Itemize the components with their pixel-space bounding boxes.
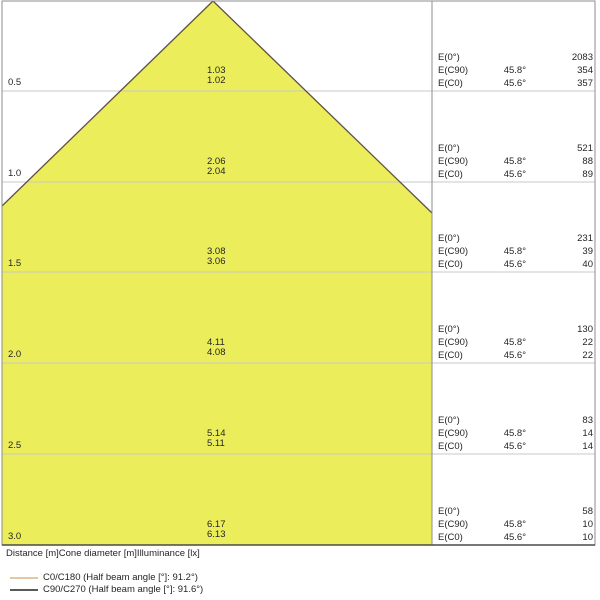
distance-label-2-5: 2.5 xyxy=(8,440,22,451)
table-row xyxy=(433,531,593,544)
table-row xyxy=(433,336,593,349)
illuminance-label: E(C90) xyxy=(438,65,469,76)
table-row xyxy=(433,440,593,453)
beam-angle-value: 45.8° xyxy=(503,519,526,530)
illuminance-value: 40 xyxy=(582,259,593,270)
illuminance-label: E(C0) xyxy=(438,169,463,180)
illuminance-value: 357 xyxy=(577,78,593,89)
legend-item-c0-c180 xyxy=(10,572,198,584)
cone-diameter-c0: 2.04 xyxy=(207,166,226,177)
illuminance-label: E(C0) xyxy=(438,78,463,89)
table-row xyxy=(433,427,593,440)
illuminance-label: E(C0) xyxy=(438,532,463,543)
legend-line-c0-c180-swatch xyxy=(10,577,38,579)
cone-diameter-c0: 5.11 xyxy=(207,438,225,449)
illuminance-block-0-5m xyxy=(433,51,593,90)
beam-angle-value: 45.8° xyxy=(503,65,526,76)
distance-label-3-0: 3.0 xyxy=(8,531,22,542)
beam-angle-value: 45.8° xyxy=(503,337,526,348)
table-row xyxy=(433,168,593,181)
illuminance-value: 22 xyxy=(582,337,593,348)
illuminance-value: 83 xyxy=(582,415,593,426)
illuminance-label: E(C90) xyxy=(438,428,469,439)
illuminance-label: E(0°) xyxy=(438,324,460,335)
illuminance-block-1-0m xyxy=(433,142,593,181)
illuminance-block-3-0m xyxy=(433,505,593,544)
illuminance-label: E(0°) xyxy=(438,506,460,517)
distance-label-1-0: 1.0 xyxy=(8,168,22,179)
axes-caption: Distance [m]Cone diameter [m]Illuminance [lx] xyxy=(6,548,200,559)
illuminance-value: 89 xyxy=(582,169,593,180)
distance-label-0-5: 0.5 xyxy=(8,77,22,88)
illuminance-value: 10 xyxy=(582,532,593,543)
cone-diameter-pair-2-5m xyxy=(207,429,226,449)
cone-diameter-c90: 2.06 xyxy=(207,156,226,167)
illuminance-label: E(C0) xyxy=(438,259,463,270)
table-row xyxy=(433,414,593,427)
table-row xyxy=(433,155,593,168)
cone-diameter-c90: 3.08 xyxy=(207,246,226,257)
cone-diameter-c90: 4.11 xyxy=(207,337,225,348)
cone-diameter-pair-1-5m xyxy=(207,247,226,267)
illuminance-value: 130 xyxy=(577,324,593,335)
illuminance-value: 14 xyxy=(582,428,593,439)
illuminance-value: 10 xyxy=(582,519,593,530)
table-row xyxy=(433,349,593,362)
illuminance-label: E(0°) xyxy=(438,415,460,426)
illuminance-value: 231 xyxy=(577,233,593,244)
table-row xyxy=(433,505,593,518)
table-row xyxy=(433,258,593,271)
legend-line-c90-c270-swatch xyxy=(10,589,38,591)
illuminance-label: E(0°) xyxy=(438,233,460,244)
illuminance-label: E(0°) xyxy=(438,143,460,154)
table-row xyxy=(433,232,593,245)
illuminance-value: 22 xyxy=(582,350,593,361)
distance-label-2-0: 2.0 xyxy=(8,349,22,360)
illuminance-label: E(C0) xyxy=(438,441,463,452)
table-row xyxy=(433,142,593,155)
table-row xyxy=(433,518,593,531)
illuminance-label: E(C90) xyxy=(438,519,469,530)
legend-label-c0-c180: C0/C180 (Half beam angle [°]: 91.2°) xyxy=(43,572,198,583)
illuminance-label: E(C90) xyxy=(438,156,469,167)
beam-angle-value: 45.8° xyxy=(503,428,526,439)
cone-diameter-pair-3-0m xyxy=(207,520,226,540)
cone-diameter-pair-2-0m xyxy=(207,338,226,358)
table-row xyxy=(433,77,593,90)
cone-diameter-c0: 4.08 xyxy=(207,347,226,358)
cone-diameter-c0: 1.02 xyxy=(207,75,226,86)
cone-diameter-c0: 3.06 xyxy=(207,256,226,267)
beam-angle-value: 45.6° xyxy=(503,441,526,452)
table-row xyxy=(433,51,593,64)
cone-diameter-c90: 6.17 xyxy=(207,519,226,530)
beam-angle-value: 45.6° xyxy=(503,169,526,180)
legend-label-c90-c270: C90/C270 (Half beam angle [°]: 91.6°) xyxy=(43,584,204,595)
illuminance-block-1-5m xyxy=(433,232,593,271)
legend-item-c90-c270 xyxy=(10,584,203,596)
cone-diameter-c90: 5.14 xyxy=(207,428,226,439)
illuminance-value: 88 xyxy=(582,156,593,167)
beam-angle-value: 45.8° xyxy=(503,156,526,167)
illuminance-value: 354 xyxy=(577,65,593,76)
illuminance-value: 2083 xyxy=(571,52,593,63)
cone-diameter-c0: 6.13 xyxy=(207,529,226,540)
illuminance-block-2-0m xyxy=(433,323,593,362)
illuminance-value: 39 xyxy=(582,246,593,257)
illuminance-value: 14 xyxy=(582,441,593,452)
beam-angle-value: 45.6° xyxy=(503,78,526,89)
illuminance-value: 521 xyxy=(577,143,593,154)
cone-diameter-pair-0-5m xyxy=(207,66,226,86)
beam-angle-value: 45.6° xyxy=(503,532,526,543)
illuminance-label: E(0°) xyxy=(438,52,460,63)
illuminance-label: E(C90) xyxy=(438,246,469,257)
cone-diameter-c90: 1.03 xyxy=(207,65,226,76)
table-row xyxy=(433,245,593,258)
beam-angle-value: 45.8° xyxy=(503,246,526,257)
illuminance-label: E(C90) xyxy=(438,337,469,348)
illuminance-label: E(C0) xyxy=(438,350,463,361)
illuminance-block-2-5m xyxy=(433,414,593,453)
beam-angle-value: 45.6° xyxy=(503,259,526,270)
table-row xyxy=(433,64,593,77)
distance-label-1-5: 1.5 xyxy=(8,258,22,269)
illuminance-value: 58 xyxy=(582,506,593,517)
cone-diameter-pair-1-0m xyxy=(207,157,226,177)
table-row xyxy=(433,323,593,336)
beam-angle-value: 45.6° xyxy=(503,350,526,361)
